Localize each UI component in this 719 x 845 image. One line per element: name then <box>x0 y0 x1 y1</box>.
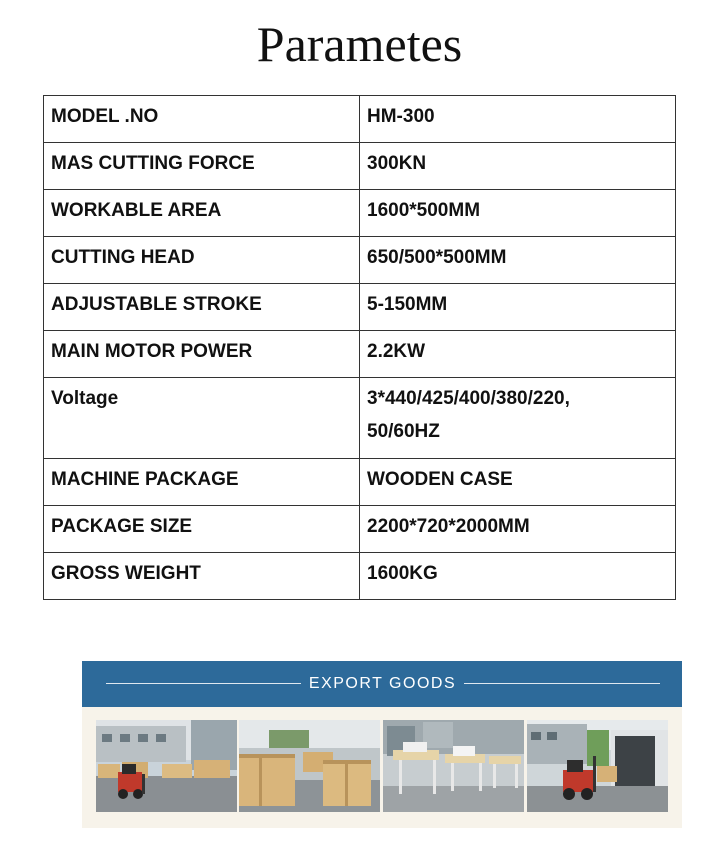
forklift-crates-photo <box>96 720 237 812</box>
table-row <box>44 459 676 506</box>
param-key: MAIN MOTOR POWER <box>44 331 360 378</box>
param-value: 5-150MM <box>360 284 676 331</box>
param-value: 650/500*500MM <box>360 237 676 284</box>
table-row <box>44 190 676 237</box>
param-key: MACHINE PACKAGE <box>44 459 360 506</box>
export-goods-header <box>82 661 682 707</box>
table-row <box>44 284 676 331</box>
param-value: 1600*500MM <box>360 190 676 237</box>
param-key: CUTTING HEAD <box>44 237 360 284</box>
table-row <box>44 331 676 378</box>
table-row <box>44 553 676 600</box>
param-value: WOODEN CASE <box>360 459 676 506</box>
parameters-table <box>43 95 676 600</box>
param-key: ADJUSTABLE STROKE <box>44 284 360 331</box>
param-value: HM-300 <box>360 96 676 143</box>
param-value-line-1: 3*440/425/400/380/220, <box>367 388 570 409</box>
forklift-loading-container-photo <box>527 720 668 812</box>
param-key: Voltage <box>44 378 360 459</box>
page-title: Parametes <box>256 16 463 72</box>
export-goods-banner <box>82 661 682 828</box>
param-value <box>360 378 676 459</box>
param-value: 2.2KW <box>360 331 676 378</box>
param-key: MODEL .NO <box>44 96 360 143</box>
param-key: GROSS WEIGHT <box>44 553 360 600</box>
param-key: PACKAGE SIZE <box>44 506 360 553</box>
table-row <box>44 96 676 143</box>
table-row <box>44 143 676 190</box>
param-value: 1600KG <box>360 553 676 600</box>
table-row <box>44 378 676 459</box>
param-key: WORKABLE AREA <box>44 190 360 237</box>
wooden-crates-photo <box>239 720 380 812</box>
machines-in-workshop-photo <box>383 720 524 812</box>
param-value-line-2: 50/60HZ <box>367 421 440 442</box>
export-goods-label: EXPORT GOODS <box>308 675 457 692</box>
param-value: 300KN <box>360 143 676 190</box>
table-row <box>44 237 676 284</box>
param-value: 2200*720*2000MM <box>360 506 676 553</box>
header-divider-right <box>464 683 660 684</box>
table-row <box>44 506 676 553</box>
param-key: MAS CUTTING FORCE <box>44 143 360 190</box>
header-divider-left <box>106 683 301 684</box>
